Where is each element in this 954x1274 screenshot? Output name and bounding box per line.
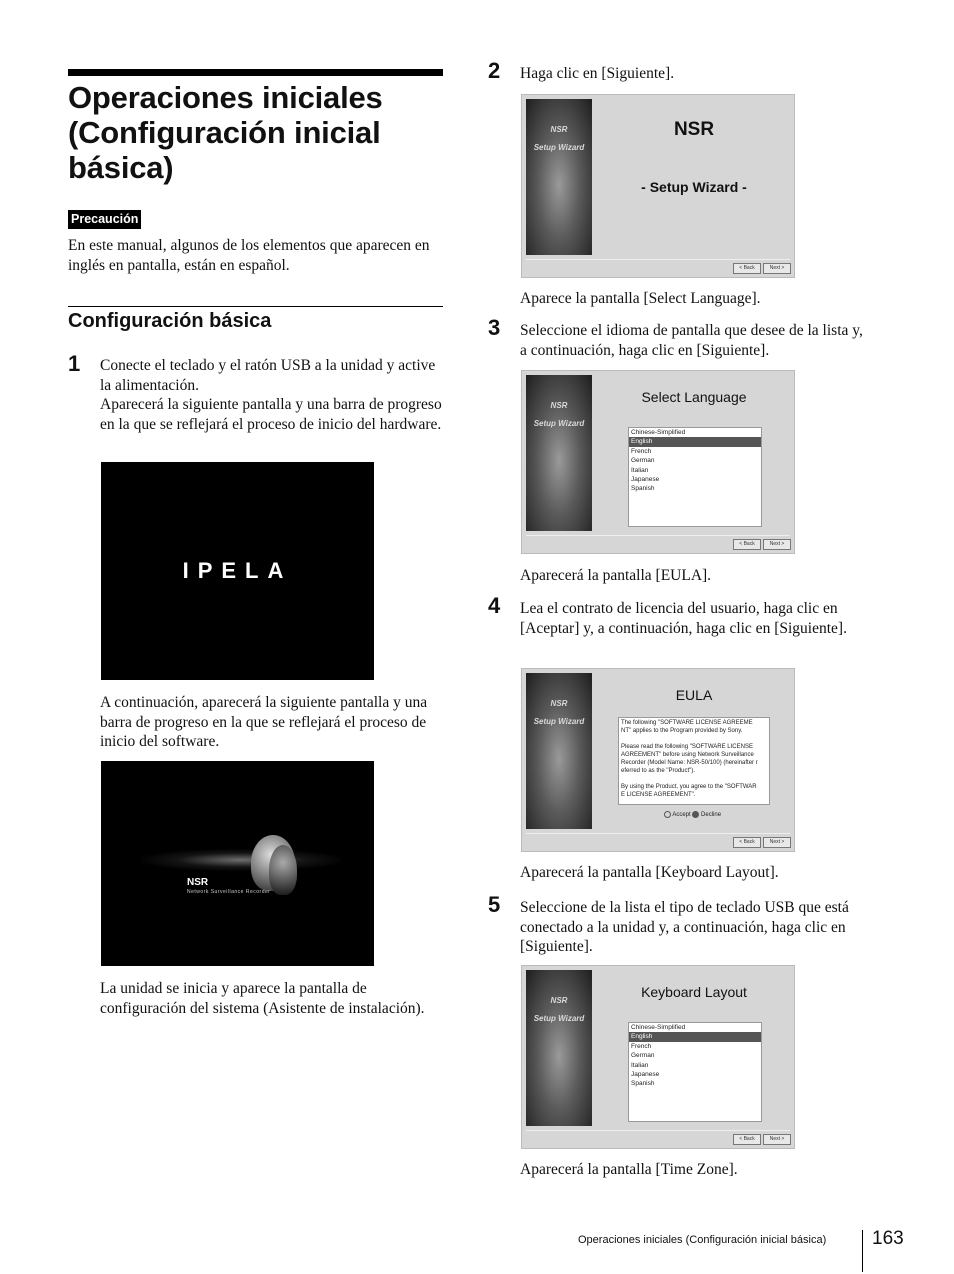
ipela-logo: IPELA xyxy=(182,558,293,583)
page-title: Operaciones iniciales (Configuración inicial básica) xyxy=(68,80,383,185)
step-number: 5 xyxy=(488,892,501,917)
title-rule xyxy=(68,69,443,76)
radio-icon[interactable] xyxy=(664,811,671,818)
list-item[interactable]: Japanese xyxy=(631,1071,660,1079)
list-item-selected[interactable]: English xyxy=(629,437,761,446)
step-text: Conecte el teclado y el ratón USB a la unidad y active la alimentación. Aparecerá la siguiente pantalla y una barra de progreso en la que se reflejará el proceso de inicio del hardware. xyxy=(100,357,442,433)
step2-after: Aparece la pantalla [Select Language]. xyxy=(520,290,761,307)
language-list[interactable] xyxy=(628,427,762,527)
next-button[interactable]: Next > xyxy=(763,1134,791,1145)
step-text: Lea el contrato de licencia del usuario, haga clic en [Aceptar] y, a continuación, haga clic en [Siguiente]. xyxy=(520,600,847,637)
ipela-screen-image xyxy=(101,462,374,680)
wizard-screen-keyboard xyxy=(521,965,795,1149)
step-text: Seleccione de la lista el tipo de teclado USB que está conectado a la unidad y, a continuación, haga clic en [Siguiente]. xyxy=(520,899,849,955)
screen-title: EULA xyxy=(675,687,713,703)
list-item[interactable]: Italian xyxy=(631,1061,649,1069)
step5-after: Aparecerá la pantalla [Time Zone]. xyxy=(520,1161,738,1178)
caution-text: En este manual, algunos de los elementos que aparecen en inglés en pantalla, están en español. xyxy=(68,237,430,274)
screen-title: Select Language xyxy=(641,389,747,405)
wizard-screen-eula xyxy=(521,668,795,852)
nsr-splash-image xyxy=(101,761,374,966)
step1-after-ipela: A continuación, aparecerá la siguiente pantalla y una barra de progreso en la que se reflejará el proceso de inicio del software. xyxy=(100,694,428,750)
back-button[interactable]: < Back xyxy=(733,837,761,848)
list-item[interactable]: French xyxy=(631,447,652,455)
nsr-subtitle: Network Surveillance Recorder xyxy=(187,889,271,895)
list-item[interactable]: Chinese-Simplified xyxy=(631,1024,686,1031)
list-item[interactable]: Spanish xyxy=(631,1080,655,1088)
list-item[interactable]: German xyxy=(631,1052,655,1060)
wizard-screen-language xyxy=(521,370,795,554)
back-button[interactable]: < Back xyxy=(733,263,761,274)
next-button[interactable]: Next > xyxy=(763,263,791,274)
wizard-screen-nsr xyxy=(521,94,795,278)
screen-title: Keyboard Layout xyxy=(641,984,747,1000)
section-rule xyxy=(68,306,443,307)
step-number: 1 xyxy=(68,351,81,376)
list-item[interactable]: Italian xyxy=(631,466,649,474)
list-item[interactable]: French xyxy=(631,1042,652,1050)
step-number: 3 xyxy=(488,315,501,340)
list-item[interactable]: German xyxy=(631,457,655,465)
footer-text: Operaciones iniciales (Configuración inicial básica) xyxy=(578,1234,827,1246)
footer-rule xyxy=(862,1230,863,1272)
splash-light-streak xyxy=(141,849,341,871)
screen-title: NSR xyxy=(673,119,715,140)
list-item-selected[interactable]: English xyxy=(629,1032,761,1041)
step3-after: Aparecerá la pantalla [EULA]. xyxy=(520,567,712,584)
step-number: 2 xyxy=(488,58,501,83)
person-silhouette-icon xyxy=(269,845,297,895)
keyboard-list[interactable] xyxy=(628,1022,762,1122)
next-button[interactable]: Next > xyxy=(763,837,791,848)
eula-text-box[interactable]: The following "SOFTWARE LICENSE AGREEME NT" applies to the Program provided by Sony. Please read the following "SOFTWARE LICENSE AGREEMENT" before using Network Surveillance Recorder (Model Name: NSR-50/100) (hereinafter r eferred to as the "Product"). By using the Product, you agree to the "SOFTWAR E LICENSE AGREEMENT". xyxy=(618,717,770,805)
nsr-brand: NSR xyxy=(187,877,209,888)
back-button[interactable]: < Back xyxy=(733,539,761,550)
screen-subtitle: - Setup Wizard - xyxy=(641,179,747,195)
page-number: 163 xyxy=(872,1228,904,1249)
step-text: Haga clic en [Siguiente]. xyxy=(520,65,675,82)
decline-radio-label[interactable]: Decline xyxy=(701,812,722,819)
radio-selected-icon[interactable] xyxy=(692,811,699,818)
caution-badge: Precaución xyxy=(68,210,141,229)
step-text: Seleccione el idioma de pantalla que desee de la lista y, a continuación, haga clic en [Siguiente]. xyxy=(520,322,863,359)
step4-after: Aparecerá la pantalla [Keyboard Layout]. xyxy=(520,864,779,881)
step-number: 4 xyxy=(488,593,501,618)
list-item[interactable]: Spanish xyxy=(631,485,655,493)
wizard-side-panel: NSR Setup Wizard xyxy=(526,970,592,1126)
step1-after-nsr: La unidad se inicia y aparece la pantalla de configuración del sistema (Asistente de instalación). xyxy=(100,980,425,1017)
wizard-side-panel: NSR Setup Wizard xyxy=(526,375,592,531)
section-heading: Configuración básica xyxy=(68,310,272,332)
wizard-side-panel: NSR Setup Wizard xyxy=(526,99,592,255)
back-button[interactable]: < Back xyxy=(733,1134,761,1145)
accept-radio-label[interactable]: Accept xyxy=(672,812,691,819)
next-button[interactable]: Next > xyxy=(763,539,791,550)
list-item[interactable]: Japanese xyxy=(631,476,660,484)
wizard-side-panel: NSR Setup Wizard xyxy=(526,673,592,829)
list-item[interactable]: Chinese-Simplified xyxy=(631,429,686,436)
eula-radio-group[interactable] xyxy=(664,811,721,818)
